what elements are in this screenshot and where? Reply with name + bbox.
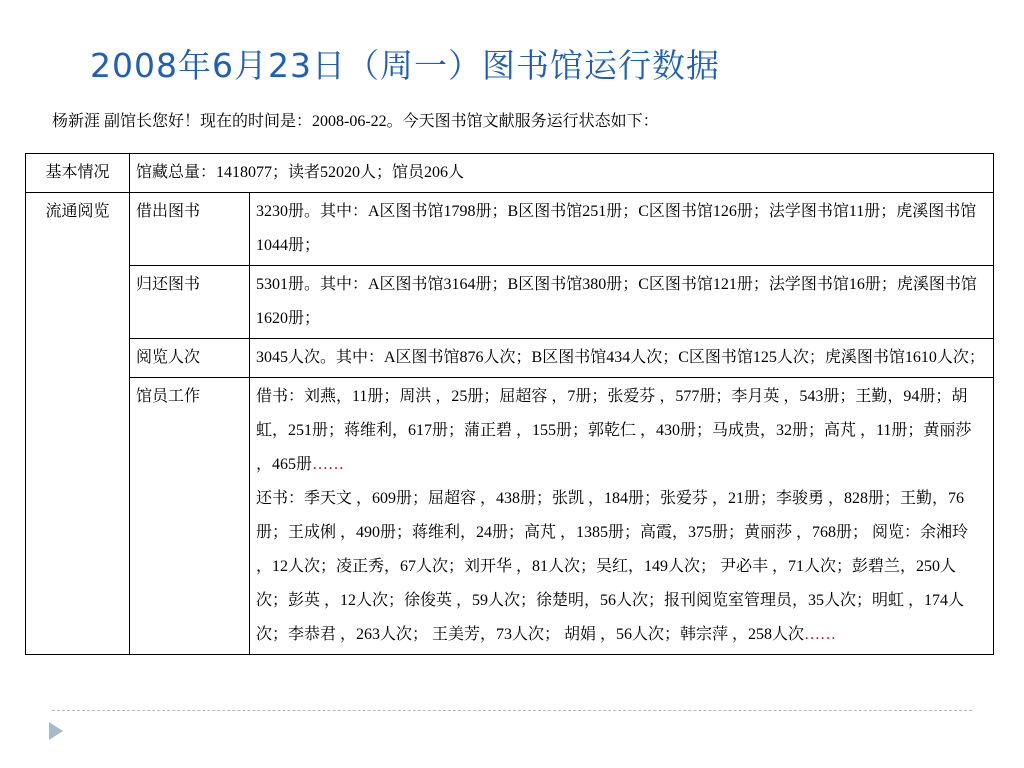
reading-value: 3045人次。其中：A区图书馆876人次；B区图书馆434人次；C区图书馆125人次；虎溪图书馆1610人次；: [250, 339, 994, 378]
borrow-value: 3230册。其中：A区图书馆1798册；B区图书馆251册；C区图书馆126册；法学图书馆11册；虎溪图书馆1044册；: [250, 193, 994, 266]
return-label: 归还图书: [130, 266, 250, 339]
table-row-basic: [26, 154, 994, 193]
table-row-reading: [26, 339, 994, 378]
greeting-text: 杨新涯 副馆长您好！现在的时间是：2008-06-22。今天图书馆文献服务运行状态如下：: [52, 113, 659, 130]
reading-label: 阅览人次: [130, 339, 250, 378]
table-row-borrow: [26, 193, 994, 266]
borrow-ellipsis: ……: [312, 456, 345, 473]
page-title: 2008年6月23日（周一）图书馆运行数据: [90, 46, 720, 85]
staff-label: 馆员工作: [130, 378, 250, 655]
staff-borrow-text: 借书：刘燕，11册；周洪 ，25册；屈超容 ，7册；张爱芬 ，577册；李月英 ，543册；王勤，94册；胡虹，251册；蒋维利，617册；蒲正碧 ，155册；郭乾仁 ，430册；马成贵，32册；高芃 ，11册；黄丽莎 ，465册: [256, 388, 972, 473]
return-value: 5301册。其中：A区图书馆3164册；B区图书馆380册；C区图书馆121册；法学图书馆16册；虎溪图书馆1620册；: [250, 266, 994, 339]
play-arrow-icon[interactable]: [49, 722, 63, 740]
table-row-staff: [26, 378, 994, 655]
table-row-return: [26, 266, 994, 339]
staff-borrow-paragraph: [256, 380, 987, 482]
return-ellipsis: ……: [804, 626, 837, 643]
staff-return-text: 还书：季天文 ，609册；屈超容 ，438册；张凯 ，184册；张爱芬 ，21册；李骏勇 ，828册；王勤，76册；王成俐 ，490册；蒋维利，24册；高芃 ，1385册；高霞，375册；黄丽莎 ，768册； 阅览：余湘玲 ，12人次；凌正秀，67人次；刘开华 ，81人次；吴红，149人次； 尹必丰 ，71人次；彭碧兰，250人次；彭英 ，12人次；徐俊英 ，59人次；徐楚明，56人次；报刊阅览室管理员，35人次；明虹 ，174人次；李恭君 ，263人次； 王美芳，73人次； 胡娟 ，56人次；韩宗萍 ，258人次: [256, 490, 969, 643]
borrow-label: 借出图书: [130, 193, 250, 266]
basic-value: 馆藏总量：1418077；读者52020人；馆员206人: [130, 154, 994, 193]
staff-value: [250, 378, 994, 655]
basic-label: 基本情况: [26, 154, 130, 193]
library-data-table: [25, 153, 994, 655]
footer-divider: [52, 710, 972, 711]
circulation-label: 流通阅览: [26, 193, 130, 655]
staff-return-paragraph: [256, 482, 987, 652]
